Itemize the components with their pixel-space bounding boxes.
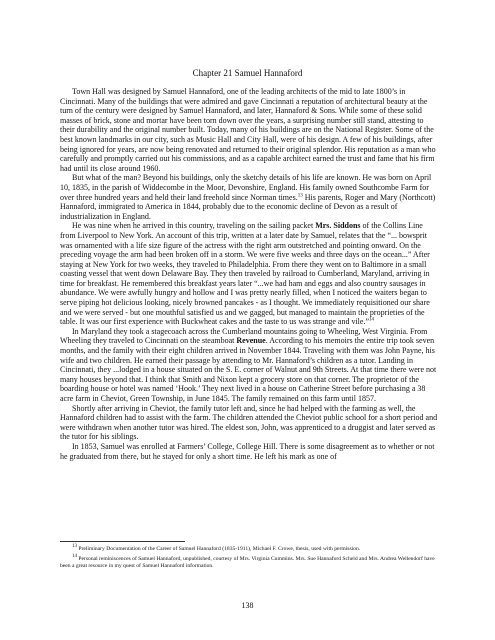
- page-number: 138: [241, 601, 254, 610]
- ship-name: Mrs. Siddons: [315, 221, 361, 231]
- paragraph-2: [60, 173, 438, 221]
- chapter-title: Chapter 21 Samuel Hannaford: [192, 68, 303, 78]
- footnote-13-text: Preliminary Documentation of the Career of Samuel Hannaford (1835-1911), Michael F. Crowe, thesis, used with permission.: [77, 546, 361, 552]
- paragraph-3-text-b: of the Collins Line from Liverpool to New York. An account of this trip, written at a later date by Samuel, relates that the “... bowsprit was ornamented with a life size figure of the actress with the right arm outstretched and pointing onward. On the preceding voyage the arm had been broken off in a storm. We were five weeks and three days on the ocean...” After staying at New York for two weeks, they traveled to Philadelphia. From there they went on to Baltimore in a small coasting vessel that went down Delaware Bay. They then traveled by railroad to Cumberland, Maryland, arriving in time for breakfast. He remembered this breakfast years later “...we had ham and eggs and also country sausages in abundance. We were awfully hungry and hollow and I was pretty nearly filled, when I noticed the waiters began to serve piping hot delicious looking, nicely browned pancakes - as I thought. We immediately requisitioned our share and we were served - but one mouthful satisfied us and we gagged, but managed to maintain the proprieties of the table. It was our first experience with Buckwheat cakes and the taste to us was strange and vile.”: [60, 221, 430, 327]
- paragraph-2-text-a: But what of the man? Beyond his buildings, only the sketchy details of his life are known. He was born on April 10, 1835, in the parish of Widdecombe in the Moor, Devonshire, England. His family owned Southcombe Farm for over three hundred years and held their land freehold since Norman times.: [60, 173, 432, 202]
- paragraph-6: [60, 442, 438, 461]
- body-text: [60, 87, 438, 461]
- footnote-14: [60, 556, 438, 570]
- steamboat-name: Revenue: [236, 336, 266, 346]
- footnote-ref-13[interactable]: 13: [297, 192, 303, 198]
- paragraph-4: [60, 327, 438, 404]
- paragraph-5: [60, 404, 438, 442]
- paragraph-3: [60, 221, 438, 327]
- footnote-ref-14[interactable]: 14: [369, 317, 375, 323]
- paragraph-5-text: Shortly after arriving in Cheviot, the family tutor left and, since he had helped with the farming as well, the Hannaford children had to assist with the farm. The children attended the Cheviot public school for a short period and were withdrawn when another tutor was hired. The eldest son, John, was apprenticed to a druggist and later served as the tutor for his siblings.: [60, 403, 438, 442]
- paragraph-2-text-b: His parents, Roger and Mary (Northcott) Hannaford, immigrated to America in 1844, probably due to the economic decline of Devon as a result of industrialization in England.: [60, 192, 436, 221]
- paragraph-1-text: Town Hall was designed by Samuel Hannaford, one of the leading architects of the mid to late 1800’s in Cincinnati. Many of the buildings that were admired and gave Cincinnati a reputation of architectural beauty at the turn of the century were designed by Samuel Hannaford, and later, Hannaford & Sons. While some of these solid masses of brick, stone and mortar have been torn down over the years, a surprising number still stand, attesting to their durability and the original number built. Today, many of his buildings are on the National Register. Some of the best known landmarks in our city, such as Music Hall and City Hall, were of his design. A few of his buildings, after being ignored for years, are now being renovated and returned to their original splendor. His reputation as a man who carefully and promptly carried out his commissions, and as a capable architect earned the trust and fame that his firm had until its close around 1960.: [60, 87, 436, 173]
- paragraph-3-text-a: He was nine when he arrived in this country, traveling on the sailing packet: [72, 221, 316, 231]
- paragraph-1: [60, 87, 438, 173]
- paragraph-6-text: In 1853, Samuel was enrolled at Farmers’ College, College Hill. There is some disagreement as to whether or not he graduated from there, but he stayed for only a short time. He left his mark as one of: [60, 441, 435, 461]
- footnote-14-text: Personal reminiscences of Samuel Hannaford, unpublished, courtesy of Mrs. Virginia Cummins. Mrs. Sue Hannaford Scheld and Mrs. Andrea Wellendorf have been a great resource in my quest of Samuel Hannaford information.: [60, 556, 435, 570]
- footnote-13-number: 13: [72, 544, 77, 550]
- footnote-divider: [60, 541, 185, 542]
- paragraph-4-text-b: . According to his memoirs the entire trip took seven months, and the family with their eight children arrived in November 1844. Traveling with them was John Payne, his wife and two children. He earned their passage by attending to Mr. Hannaford’s children as a tutor. Landing in Cincinnati, they ...lodged in a house situated on the S. E. corner of Walnut and 9th Streets. At that time there were not many houses beyond that. I think that Smith and Nixon kept a grocery store on that corner. The proprietor of the boarding house or hotel was named ‘Hook.’ They next lived in a house on Catherine Street before purchasing a 38 acre farm in Cheviot, Green Township, in June 1845. The family remained on this farm until 1857.: [60, 336, 437, 403]
- footnote-13: [60, 546, 438, 553]
- footnote-14-number: 14: [72, 554, 77, 560]
- paragraph-4-text-a: In Maryland they took a stagecoach across the Cumberland mountains going to Wheeling, West Virginia. From Wheeling they traveled to Cincinnati on the steamboat: [60, 326, 428, 346]
- footnotes: [60, 546, 438, 574]
